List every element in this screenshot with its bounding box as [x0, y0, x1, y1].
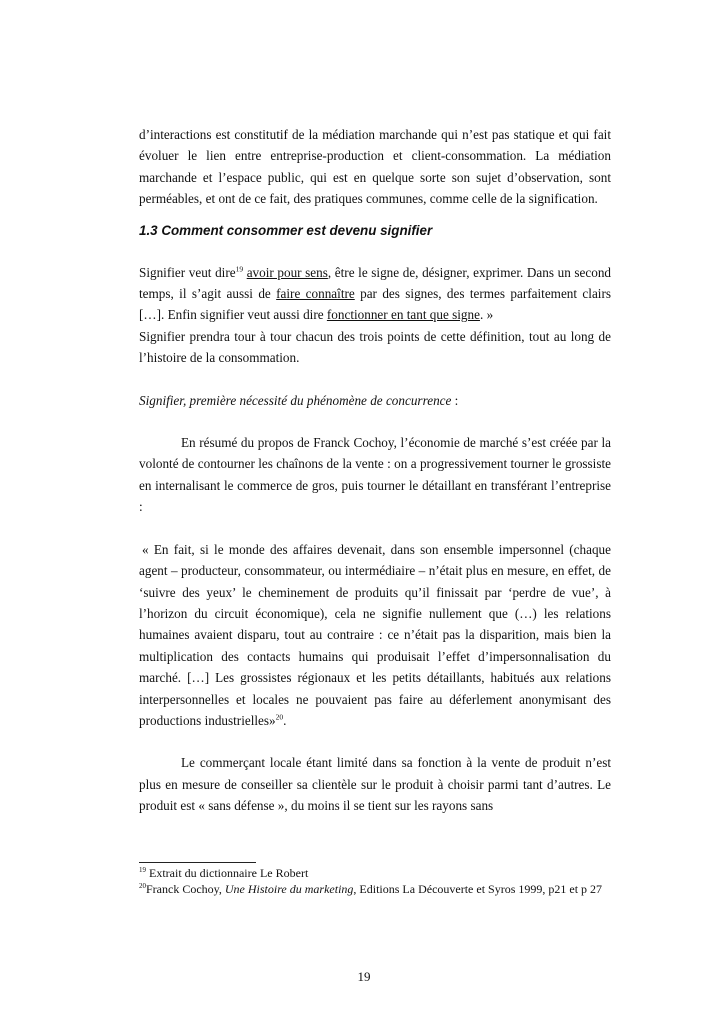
footnote-20-title: Une Histoire du marketing: [224, 881, 354, 896]
footnote-separator: [139, 862, 256, 863]
definition-underlined-2: faire connaître: [276, 286, 355, 302]
intro-paragraph: d’interactions est constitutif de la médiation marchande qui n’est pas statique et qui fait évoluer le lien entre entreprise-production et client-consommation. La médiation marchande et l’espace public, qui est en quelque sorte son sujet d’observation, sont perméables, et ont de ce fait, des pratiques communes, comme celle de la signification.: [139, 127, 611, 207]
footnote-19: [139, 866, 611, 882]
footnote-20-number: 20: [139, 881, 146, 890]
definition-followup: Signifier prendra tour à tour chacun des trois points de cette définition, tout au long de l’histoire de la consommation.: [139, 328, 611, 366]
page-body: [139, 124, 611, 817]
definition-paragraph: Signifier veut dire$^{19}$ avoir pour sens, être le signe de, désigner, exprimer. Dans un second temps, il s’agit aussi de faire connaître par des signes, des termes parfaitement clairs […]. Enfin signifier veut aussi dire fonctionner en tant que signe. »: [139, 264, 612, 323]
definition-underlined-1: avoir pour sens: [246, 264, 328, 280]
footnote-19-number: 19: [139, 866, 146, 874]
definition-underlined-3: fonctionner en tant que signe: [326, 307, 480, 323]
section-heading: 1.3 Comment consommer est devenu signifier: [139, 222, 433, 238]
subheading-line: Signifier, première nécessité du phénomène de concurrence :: [139, 392, 459, 408]
quote-text: « En fait, si le monde des affaires devenait, dans son ensemble impersonnel (chaque agent – producteur, consommateur, ou intermédiaire – n’était plus en mesure, en effet, de ‘suivre des yeux’ le cheminement de produits qu’il finissait par ‘perdre de vue’, à l’horizon du circuit économique), cela ne signifie nullement que (…) les relations humaines avaient disparu, tout au contraire : ce n’était pas la disparition, mais bien la multiplication des contacts humains qui produisait l’effet d’impersonnalisation du marché. […] Les grossistes régionaux et les petits détaillants, habitués aux relations interpersonnelles et locales ne pouvaient pas faire au déferlement anonymisant des productions industrielles»: [139, 541, 611, 728]
summary-paragraph: En résumé du propos de Franck Cochoy, l’économie de marché s’est créée par la volonté de contourner les chaînons de la vente : on a progressivement tourner le grossiste en internalisant le commerce de gros, puis tourner le détaillant en transférant l’entreprise :: [139, 435, 611, 515]
definition-text-1: Signifier veut dire: [139, 264, 236, 280]
footnote-20: $^{20}$Franck Cochoy, Une Histoire du marketing, Editions La Découverte et Syros 1999, p21 et p 27: [139, 881, 603, 896]
page-number: 19: [357, 969, 371, 984]
quote-paragraph: « En fait, si le monde des affaires devenait, dans son ensemble impersonnel (chaque agent – producteur, consommateur, ou intermédiaire – n’était plus en mesure, en effet, de ‘suivre des yeux’ le cheminement de produits qu’il finissait par ‘perdre de vue’, à l’horizon du circuit économique), cela ne signifie nullement que (…) les relations humaines avaient disparu, tout au contraire : ce n’était pas la disparition, mais bien la multiplication des contacts humains qui produisait l’effet d’impersonnalisation du marché. […] Les grossistes régionaux et les petits détaillants, habitués aux relations interpersonnelles et locales ne pouvaient pas faire au déferlement anonymisant des productions industrielles»$^{20}$.: [139, 541, 611, 728]
footnote-19-text: Extrait du dictionnaire Le Robert: [146, 866, 309, 880]
footnotes: [139, 866, 611, 897]
subheading-italic: Signifier, première nécessité du phénomène de concurrence: [139, 392, 452, 408]
final-paragraph: Le commerçant locale étant limité dans sa fonction à la vente de produit n’est plus en mesure de conseiller sa clientèle sur le produit à choisir parmi tant d’autres. Le produit est « sans défense », du moins il se tient sur les rayons sans: [139, 755, 611, 814]
footnote-ref-20: 20: [275, 712, 284, 722]
footnote-ref-19: 19: [235, 264, 244, 274]
